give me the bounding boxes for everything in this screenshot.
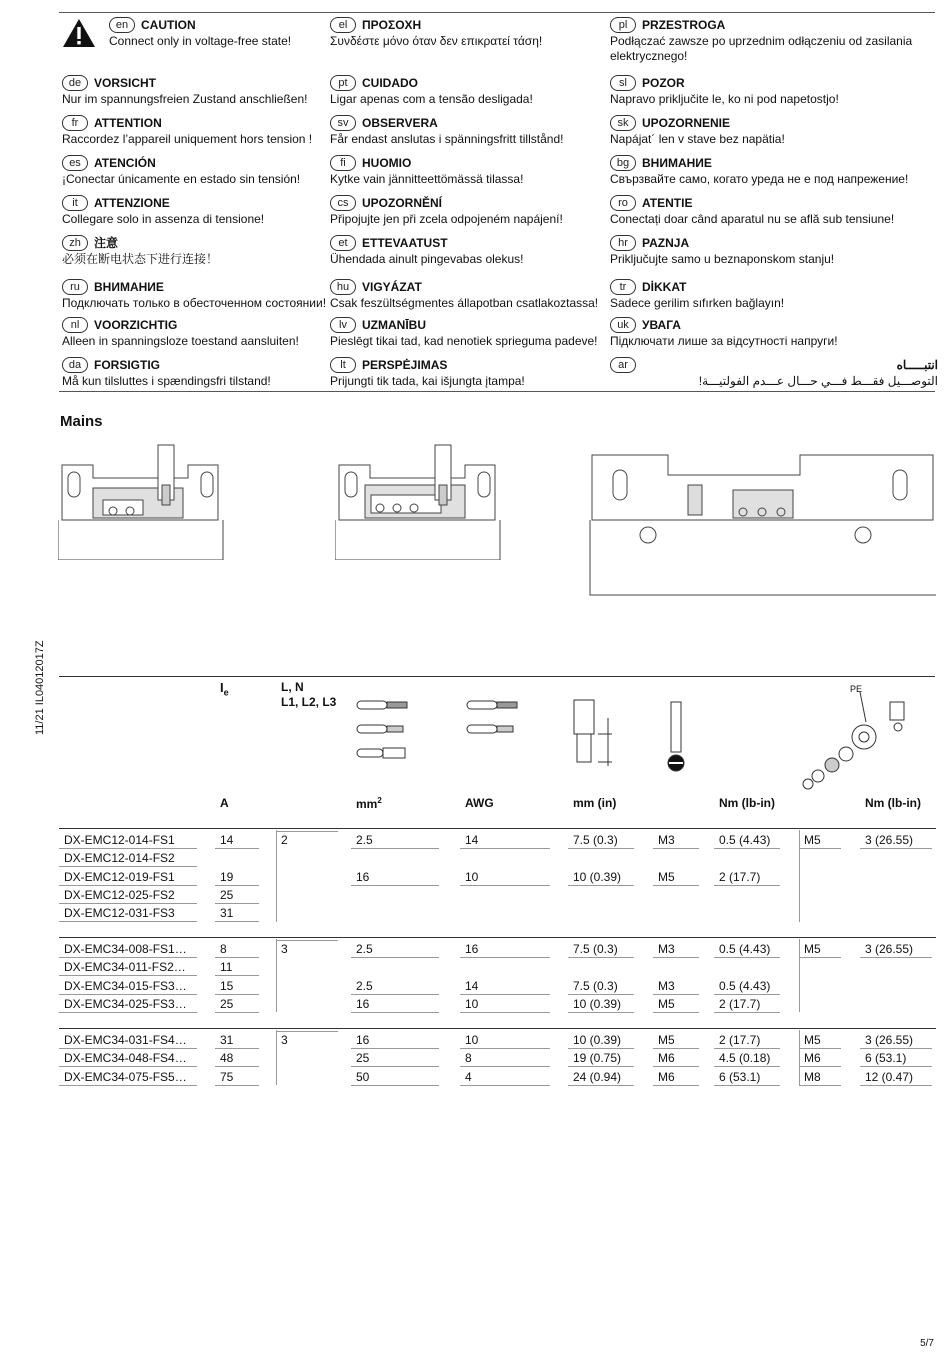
- language-code-badge: es: [62, 155, 88, 171]
- warning-text: 必须在断电状态下进行连接！: [62, 252, 219, 266]
- warning-sv: [330, 115, 610, 147]
- cell-awg: 14: [465, 978, 479, 993]
- cell-awg: 16: [465, 942, 479, 956]
- unit-a: A: [220, 796, 229, 810]
- warning-da: [62, 357, 327, 389]
- cell-underline: [59, 975, 197, 976]
- cell-awg: 14: [465, 833, 479, 847]
- warning-ar: [610, 357, 938, 389]
- language-code-badge: el: [330, 17, 356, 33]
- cell-screw: M3: [658, 942, 675, 956]
- header-pe: PE: [850, 684, 863, 694]
- header-ie: $I_e$: [220, 680, 229, 698]
- cell-torque: 2 (17.7): [719, 996, 761, 1011]
- language-code-badge: pt: [330, 75, 356, 91]
- wire-ferrule-icon: [355, 695, 415, 765]
- warning-title: УВАГА: [642, 317, 681, 332]
- cell-screw: M5: [658, 1033, 675, 1047]
- warning-cs: [330, 195, 610, 227]
- column-divider: [799, 830, 800, 922]
- warning-text: Collegare solo in assenza di tensione!: [62, 212, 265, 226]
- warning-text: Podłączać zawsze po uprzednim odłączeniu od zasilania elektrycznego!: [610, 34, 913, 63]
- cell-underline: [215, 848, 259, 849]
- language-code-badge: en: [109, 17, 135, 33]
- warning-el: [330, 17, 610, 49]
- language-code-badge: cs: [330, 195, 356, 211]
- cell-ie: 11: [220, 960, 233, 975]
- cell-underline: [860, 1085, 932, 1086]
- cell-awg: 4: [465, 1069, 472, 1084]
- cell-underline: [653, 1048, 699, 1049]
- cell-underline: [215, 885, 259, 886]
- cell-underline: [351, 994, 439, 995]
- cell-underline: [714, 848, 780, 849]
- cell-underline: [714, 1048, 780, 1049]
- language-code-badge: sl: [610, 75, 636, 91]
- cell-ie: 31: [220, 906, 234, 921]
- cell-mm2: 50: [356, 1069, 370, 1084]
- warning-hu: [330, 279, 610, 311]
- language-code-badge: fr: [62, 115, 88, 131]
- cell-underline: [59, 1048, 197, 1049]
- warning-text: Csak feszültségmentes állapotban csatlakoztassa!: [330, 296, 599, 310]
- warning-triangle-icon: [62, 18, 96, 48]
- cell-model: DX-EMC34-008-FS1…: [64, 942, 187, 956]
- cell-mm2: 25: [356, 1051, 370, 1066]
- cell-model: DX-EMC34-075-FS5…: [64, 1069, 187, 1084]
- warning-nl: [62, 317, 327, 349]
- warning-text: Připojujte jen při zcela odpojeném napájení!: [330, 212, 563, 226]
- column-divider: [799, 939, 800, 1012]
- cell-pe-torque: 3 (26.55): [865, 833, 914, 847]
- warning-ro: [610, 195, 938, 227]
- language-code-badge: ro: [610, 195, 636, 211]
- cell-ie: 25: [220, 887, 234, 902]
- warning-title: CUIDADO: [362, 75, 418, 90]
- pe-ring-terminal-icon: [798, 692, 918, 792]
- phases-cell: 3: [281, 1033, 288, 1047]
- warning-zh: [62, 235, 327, 267]
- cell-ie: 8: [220, 942, 227, 956]
- cell-pe-screw: M5: [804, 942, 821, 956]
- cell-model: DX-EMC34-048-FS4…: [64, 1051, 187, 1066]
- cell-underline: [568, 957, 634, 958]
- warning-title: ATENCIÓN: [94, 155, 156, 170]
- warning-text: ¡Conectar únicamente en estado sin tensión!: [62, 172, 301, 186]
- cell-underline: [59, 994, 197, 995]
- cell-mm2: 16: [356, 1033, 370, 1047]
- cell-underline: [799, 957, 841, 958]
- warning-text: Свързвайте само, когато уреда не е под напрежение!: [610, 172, 909, 186]
- cell-ie: 75: [220, 1069, 234, 1084]
- warning-text: Connect only in voltage-free state!: [109, 34, 292, 48]
- cell-underline: [215, 1066, 259, 1067]
- phases-cell: 2: [281, 833, 288, 847]
- language-code-badge: ru: [62, 279, 88, 295]
- column-divider: [276, 830, 277, 922]
- cell-pe-torque: 6 (53.1): [865, 1051, 907, 1066]
- cell-mm2: 2.5: [356, 978, 373, 993]
- cell-screw: M3: [658, 833, 675, 847]
- cell-underline: [653, 885, 699, 886]
- cell-pe-screw: M5: [804, 833, 821, 847]
- cell-mm2: 16: [356, 869, 370, 884]
- cell-model: DX-EMC34-031-FS4…: [64, 1033, 187, 1047]
- cell-underline: [276, 831, 338, 832]
- cell-awg: 10: [465, 869, 479, 884]
- warning-ru: [62, 279, 327, 311]
- cell-awg: 8: [465, 1051, 472, 1066]
- warning-text: Sadece gerilim sıfırken bağlayın!: [610, 296, 785, 310]
- warning-title: VOORZICHTIG: [94, 317, 178, 332]
- warning-title: ATENTIE: [642, 195, 693, 210]
- warning-title: ETTEVAATUST: [362, 235, 448, 250]
- document-code-label: 11/21 IL04012017Z: [34, 640, 46, 735]
- language-code-badge: da: [62, 357, 88, 373]
- cell-torque: 4.5 (0.18): [719, 1051, 771, 1066]
- header-phases-l123: L1, L2, L3: [281, 695, 337, 709]
- cell-mm2: 2.5: [356, 942, 373, 956]
- cell-pe-screw: M6: [804, 1051, 821, 1066]
- header-phases-ln: L, N: [281, 680, 304, 694]
- section-title: Mains: [60, 413, 103, 430]
- warning-title: ΠΡΟΣΟΧΗ: [362, 17, 422, 32]
- cell-underline: [215, 994, 259, 995]
- warning-bg: [610, 155, 938, 187]
- cell-underline: [59, 866, 197, 867]
- cell-model: DX-EMC34-015-FS3…: [64, 978, 187, 993]
- language-code-badge: de: [62, 75, 88, 91]
- cell-underline: [59, 1085, 197, 1086]
- unit-pe-torque: Nm (lb-in): [865, 796, 921, 810]
- warning-text: Підключати лише за відсутності напруги!: [610, 334, 838, 348]
- cell-pe-torque: 3 (26.55): [865, 1033, 914, 1047]
- warning-text: Nur im spannungsfreien Zustand anschließen!: [62, 92, 308, 106]
- language-code-badge: et: [330, 235, 356, 251]
- cell-pe-torque: 12 (0.47): [865, 1069, 914, 1084]
- cell-model: DX-EMC12-031-FS3: [64, 906, 175, 921]
- cell-underline: [714, 1085, 780, 1086]
- cell-underline: [351, 848, 439, 849]
- warning-title: VORSICHT: [94, 75, 157, 90]
- language-code-badge: hr: [610, 235, 636, 251]
- unit-torque: Nm (lb-in): [719, 796, 775, 810]
- cell-strip: 7.5 (0.3): [573, 978, 618, 993]
- cell-ie: 31: [220, 1033, 234, 1047]
- cell-underline: [59, 1066, 197, 1067]
- warning-title: انتبـــــاه: [896, 357, 938, 372]
- cell-torque: 0.5 (4.43): [719, 942, 771, 956]
- cell-ie: 48: [220, 1051, 234, 1066]
- warning-title: OBSERVERA: [362, 115, 438, 130]
- cell-strip: 10 (0.39): [573, 996, 622, 1011]
- cell-screw: M3: [658, 978, 675, 993]
- cell-pe-screw: M5: [804, 1033, 821, 1047]
- warning-text: Priključujte samo u beznaponskom stanju!: [610, 252, 835, 266]
- warning-sl: [610, 75, 938, 107]
- warning-title: POZOR: [642, 75, 685, 90]
- cell-underline: [714, 1066, 780, 1067]
- cell-underline: [351, 1012, 439, 1013]
- cell-underline: [799, 1066, 841, 1067]
- cell-model: DX-EMC12-014-FS1: [64, 833, 175, 847]
- warning-title: PERSPĖJIMAS: [362, 357, 448, 372]
- cell-ie: 19: [220, 869, 234, 884]
- cell-awg: 10: [465, 1033, 479, 1047]
- warning-text: التوصـــيل فقـــط فـــي حـــال عـــدم الفولتيـــة!: [698, 374, 938, 388]
- unit-awg: AWG: [465, 796, 494, 810]
- cell-underline: [460, 1085, 550, 1086]
- cell-underline: [568, 1085, 634, 1086]
- table-top-rule: [59, 676, 935, 677]
- cell-underline: [653, 848, 699, 849]
- cell-strip: 10 (0.39): [573, 1033, 622, 1047]
- warning-pl: [610, 17, 938, 64]
- cell-underline: [351, 1066, 439, 1067]
- warning-it: [62, 195, 327, 227]
- cell-underline: [860, 1066, 932, 1067]
- cell-underline: [568, 885, 634, 886]
- language-code-badge: lv: [330, 317, 356, 333]
- warning-et: [330, 235, 610, 267]
- cell-underline: [799, 1048, 841, 1049]
- warning-text: Napravo priključite le, ko ni pod napetostjo!: [610, 92, 839, 106]
- cell-underline: [460, 1066, 550, 1067]
- cell-underline: [276, 1031, 338, 1032]
- cell-underline: [215, 957, 259, 958]
- group-rule: [59, 828, 936, 829]
- cell-underline: [653, 957, 699, 958]
- warning-de: [62, 75, 327, 107]
- column-divider: [276, 1030, 277, 1085]
- cell-underline: [653, 1012, 699, 1013]
- wire-stripped-icon: [465, 695, 525, 745]
- cell-underline: [714, 994, 780, 995]
- cell-model: DX-EMC34-025-FS3…: [64, 996, 187, 1011]
- cell-ie: 25: [220, 996, 234, 1011]
- warning-title: UPOZORNĚNÍ: [362, 195, 443, 210]
- phases-cell: 3: [281, 942, 288, 956]
- language-code-badge: fi: [330, 155, 356, 171]
- warning-tr: [610, 279, 938, 311]
- cell-underline: [653, 1066, 699, 1067]
- cell-torque: 0.5 (4.43): [719, 833, 771, 847]
- cell-underline: [568, 994, 634, 995]
- cell-underline: [714, 1012, 780, 1013]
- warning-lv: [330, 317, 610, 349]
- warning-text: Kytke vain jännitteettömässä tilassa!: [330, 172, 524, 186]
- cell-pe-torque: 3 (26.55): [865, 942, 914, 956]
- warning-text: Får endast anslutas i spänningsfritt tillstånd!: [330, 132, 564, 146]
- language-code-badge: uk: [610, 317, 636, 333]
- warning-lt: [330, 357, 610, 389]
- cell-underline: [351, 1085, 439, 1086]
- cell-underline: [799, 1085, 841, 1086]
- cell-underline: [460, 885, 550, 886]
- language-code-badge: pl: [610, 17, 636, 33]
- cell-mm2: 16: [356, 996, 370, 1011]
- warning-text: Ühendada ainult pingevabas olekus!: [330, 252, 524, 266]
- warning-title: PAZNJA: [642, 235, 690, 250]
- cell-ie: 15: [220, 978, 234, 993]
- warning-title: UPOZORNENIE: [642, 115, 731, 130]
- cell-underline: [59, 885, 197, 886]
- cell-screw: M5: [658, 996, 675, 1011]
- warning-title: 注意: [94, 235, 119, 250]
- warning-hr: [610, 235, 938, 267]
- cell-underline: [653, 994, 699, 995]
- warning-text: Må kun tilsluttes i spændingsfri tilstand!: [62, 374, 271, 388]
- language-code-badge: hu: [330, 279, 356, 295]
- warning-box: [59, 12, 938, 392]
- cell-mm2: 2.5: [356, 833, 373, 847]
- mains-terminal-drawing-2: [335, 440, 505, 560]
- cell-underline: [351, 957, 439, 958]
- cell-underline: [460, 1012, 550, 1013]
- cell-strip: 19 (0.75): [573, 1051, 622, 1066]
- cell-underline: [351, 1048, 439, 1049]
- warning-text: Συνδέστε μόνο όταν δεν επικρατεί τάση!: [330, 34, 543, 48]
- cell-underline: [59, 957, 197, 958]
- cell-underline: [568, 1012, 634, 1013]
- language-code-badge: tr: [610, 279, 636, 295]
- cell-underline: [59, 848, 197, 849]
- cell-underline: [568, 1048, 634, 1049]
- language-code-badge: nl: [62, 317, 88, 333]
- cell-pe-screw: M8: [804, 1069, 821, 1084]
- screwdriver-icon: [665, 700, 689, 775]
- language-code-badge: it: [62, 195, 88, 211]
- column-divider: [799, 1030, 800, 1085]
- cell-model: DX-EMC12-025-FS2: [64, 887, 175, 902]
- cell-underline: [460, 994, 550, 995]
- cell-underline: [860, 848, 932, 849]
- cell-strip: 10 (0.39): [573, 869, 622, 884]
- cell-underline: [714, 957, 780, 958]
- cell-underline: [215, 1012, 259, 1013]
- warning-text: Napájat´ len v stave bez napätia!: [610, 132, 785, 146]
- cell-torque: 2 (17.7): [719, 1033, 761, 1047]
- warning-title: ATTENTION: [94, 115, 162, 130]
- language-code-badge: lt: [330, 357, 356, 373]
- language-code-badge: sv: [330, 115, 356, 131]
- warning-title: FORSIGTIG: [94, 357, 160, 372]
- cell-underline: [215, 975, 259, 976]
- warning-title: PRZESTROGA: [642, 17, 726, 32]
- page-number: 5/7: [920, 1338, 934, 1349]
- language-code-badge: ar: [610, 357, 636, 373]
- warning-title: VIGYÁZAT: [362, 279, 422, 294]
- cell-model: DX-EMC12-014-FS2: [64, 851, 175, 866]
- cell-torque: 2 (17.7): [719, 869, 761, 884]
- warning-text: Подключать только в обесточенном состоянии!: [62, 296, 327, 310]
- cell-underline: [59, 1012, 197, 1013]
- cell-strip: 7.5 (0.3): [573, 833, 618, 847]
- cell-underline: [860, 957, 932, 958]
- cell-screw: M6: [658, 1051, 675, 1066]
- cell-underline: [215, 1048, 259, 1049]
- cell-model: DX-EMC34-011-FS2…: [64, 960, 186, 975]
- warning-fi: [330, 155, 610, 187]
- cell-underline: [215, 1085, 259, 1086]
- warning-text: Conectați doar când aparatul nu se află sub tensiune!: [610, 212, 895, 226]
- strip-length-icon: [568, 698, 618, 768]
- cell-strip: 7.5 (0.3): [573, 942, 618, 956]
- language-code-badge: bg: [610, 155, 636, 171]
- cell-underline: [860, 1048, 932, 1049]
- warning-title: DİKKAT: [642, 279, 687, 294]
- warning-uk: [610, 317, 938, 349]
- warning-fr: [62, 115, 327, 147]
- unit-mm2: $mm^2$: [356, 796, 382, 811]
- cell-awg: 10: [465, 996, 479, 1011]
- warning-text: Raccordez l’appareil uniquement hors tension !: [62, 132, 313, 146]
- warning-text: Pieslēgt tikai tad, kad nenotiek sprieguma padeve!: [330, 334, 598, 348]
- cell-underline: [799, 848, 841, 849]
- language-code-badge: sk: [610, 115, 636, 131]
- unit-strip: mm (in): [573, 796, 617, 810]
- warning-title: HUOMIO: [362, 155, 412, 170]
- language-code-badge: zh: [62, 235, 88, 251]
- cell-underline: [215, 921, 259, 922]
- warning-title: UZMANĪBU: [362, 317, 426, 332]
- cell-underline: [276, 940, 338, 941]
- warning-pt: [330, 75, 610, 107]
- cell-model: DX-EMC12-019-FS1: [64, 869, 175, 884]
- warning-title: CAUTION: [141, 17, 196, 32]
- cell-underline: [460, 848, 550, 849]
- cell-torque: 6 (53.1): [719, 1069, 761, 1084]
- warning-title: ВНИМАНИЕ: [642, 155, 712, 170]
- group-rule: [59, 1028, 936, 1029]
- cell-underline: [714, 885, 780, 886]
- cell-underline: [59, 903, 197, 904]
- warning-title: ВНИМАНИЕ: [94, 279, 164, 294]
- warning-title: ATTENZIONE: [94, 195, 170, 210]
- cell-underline: [215, 903, 259, 904]
- warning-sk: [610, 115, 938, 147]
- warning-text: Ligar apenas com a tensão desligada!: [330, 92, 533, 106]
- mains-terminal-drawing-3: [588, 445, 940, 600]
- column-divider: [276, 939, 277, 1012]
- cell-screw: M5: [658, 869, 675, 884]
- warning-text: Alleen in spanningsloze toestand aansluiten!: [62, 334, 299, 348]
- mains-terminal-drawing-1: [58, 440, 228, 560]
- cell-torque: 0.5 (4.43): [719, 978, 771, 993]
- cell-underline: [351, 885, 439, 886]
- group-rule: [59, 937, 936, 938]
- cell-underline: [460, 1048, 550, 1049]
- cell-underline: [59, 921, 197, 922]
- warning-text: Prijungti tik tada, kai išjungta įtampa!: [330, 374, 525, 388]
- cell-underline: [568, 1066, 634, 1067]
- cell-underline: [568, 848, 634, 849]
- warning-es: [62, 155, 327, 187]
- cell-screw: M6: [658, 1069, 675, 1084]
- cell-underline: [460, 957, 550, 958]
- cell-ie: 14: [220, 833, 234, 847]
- warning-en: [109, 17, 324, 49]
- cell-underline: [653, 1085, 699, 1086]
- cell-strip: 24 (0.94): [573, 1069, 622, 1084]
